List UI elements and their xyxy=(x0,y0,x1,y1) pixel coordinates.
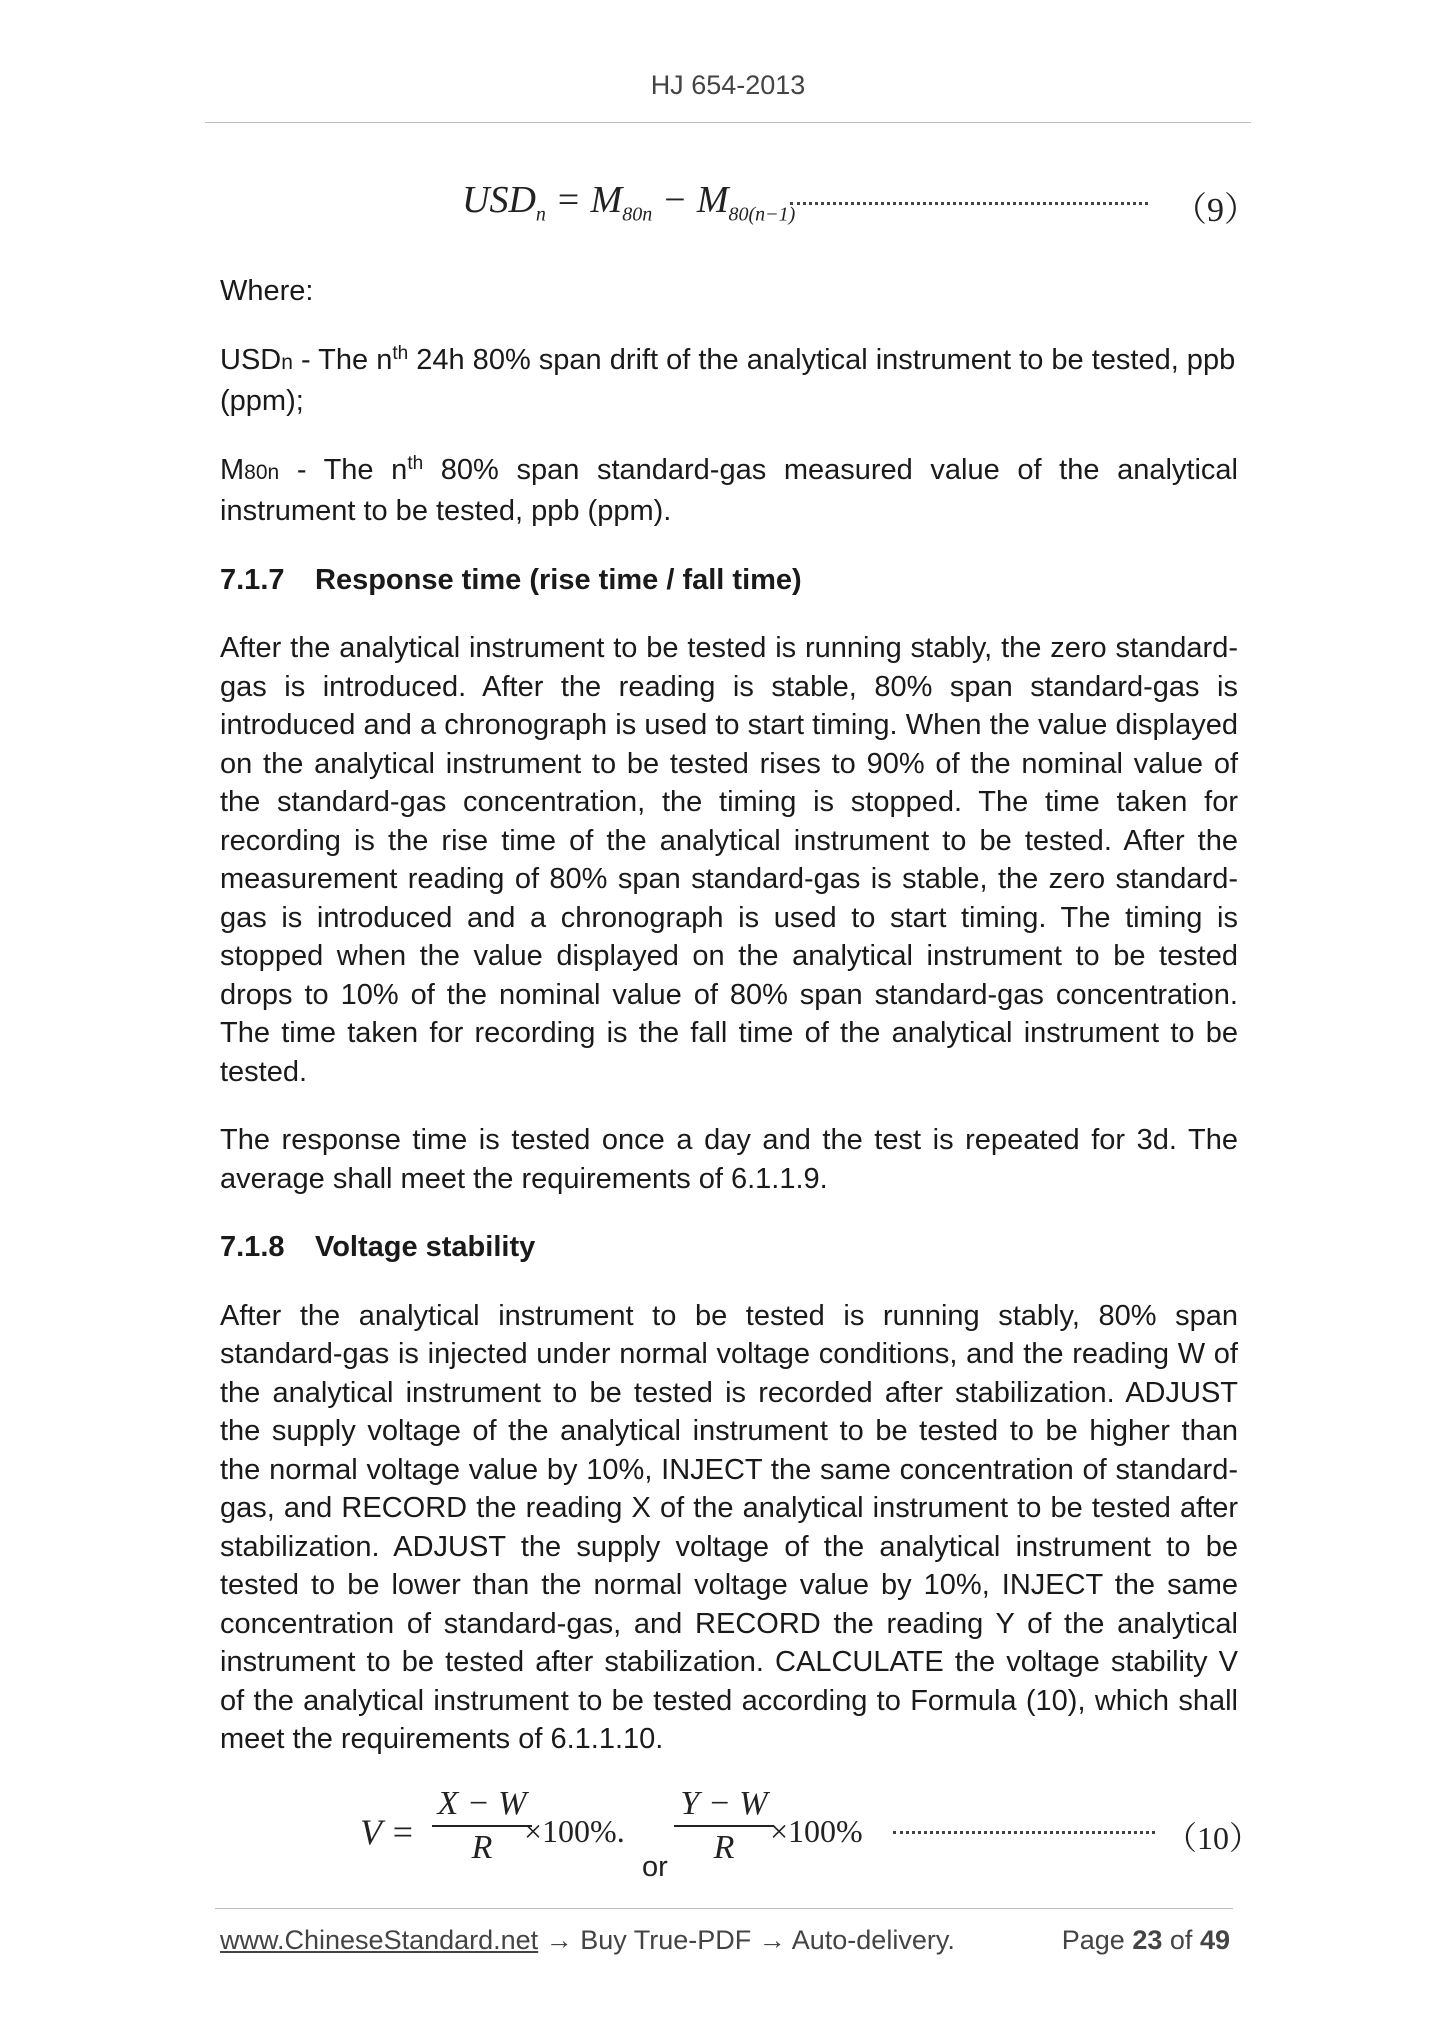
section-heading-7-1-7: 7.1.7 Response time (rise time / fall time) xyxy=(220,563,802,596)
section-7-1-7-paragraph-2: The response time is tested once a day and the test is repeated for 3d. The average shall meet the requirements of 6.1.1.9. xyxy=(220,1124,1238,1195)
footer-promo-2: → Auto-delivery. xyxy=(758,1925,955,1955)
website-link[interactable]: www.ChineseStandard.net xyxy=(220,1925,539,1955)
definition-usd: USDn - The $n^{th}$ 24h 80% span drift of the analytical instrument to be tested, ppb (ppm); xyxy=(220,342,1236,417)
formula-9 xyxy=(462,178,1258,238)
formula-10-times-1: ×100%. xyxy=(524,1813,625,1849)
section-7-1-7-paragraph-1: After the analytical instrument to be tested is running stably, the zero standard-gas is introduced. After the reading is stable, 80% span standard-gas is introduced and a chronograph is used to start timing. When the value displayed on the analytical instrument to be tested rises to 90% of the nominal value of the standard-gas concentration, the timing is stopped. The time taken for recording is the rise time of the analytical instrument to be tested. After the measurement reading of 80% span standard-gas is stable, the zero standard-gas is introduced and a chronograph is used to start timing. The timing is stopped when the value displayed on the analytical instrument to be tested drops to 10% of the nominal value of 80% span standard-gas concentration. The time taken for recording is the fall time of the analytical instrument to be tested. xyxy=(220,632,1238,1088)
formula-10-lhs: V = xyxy=(360,1812,415,1852)
formula-10-leader-dots xyxy=(893,1819,1155,1834)
body-content xyxy=(220,272,1238,1789)
section-7-1-8-paragraph-1: After the analytical instrument to be tested is running stably, 80% span standard-gas is injected under normal voltage conditions, and the reading W of the analytical instrument to be tested is recorded after stabilization. ADJUST the supply voltage of the analytical instrument to be tested to be higher than the normal voltage value by 10%, INJECT the same concentration of standard-gas, and RECORD the reading X of the analytical instrument to be tested after stabilization. ADJUST the supply voltage of the analytical instrument to be tested to be lower than the normal voltage value by 10%, INJECT the same concentration of standard-gas, and RECORD the reading Y of the analytical instrument to be tested after stabilization. CALCULATE the voltage stability V of the analytical instrument to be tested according to Formula (10), which shall meet the requirements of 6.1.1.10. xyxy=(220,1299,1238,1755)
page-indicator: Page 23 of 49 xyxy=(1061,1925,1230,1955)
where-label: Where: xyxy=(220,275,314,307)
formula-10-fraction-1: X − W R xyxy=(432,1785,532,1867)
formula-10 xyxy=(360,1785,1262,1885)
formula-9-number: （9） xyxy=(1173,192,1258,229)
footer-divider xyxy=(215,1908,1233,1909)
formula-9-expression: $USD_n = M_{80n} - M_{80(n-1)}$ xyxy=(462,179,796,226)
formula-9-leader-dots xyxy=(790,190,1148,205)
formula-10-or: or xyxy=(642,1851,668,1883)
footer-promo-1: → Buy True-PDF xyxy=(538,1925,759,1955)
formula-10-times-2: ×100% xyxy=(770,1813,863,1849)
section-heading-7-1-8: 7.1.8 Voltage stability xyxy=(220,1231,536,1263)
definition-m80: M80n - The $n^{th}$ 80% span standard-gas measured value of the analytical instrument to be tested, ppb (ppm). xyxy=(220,452,1238,527)
header-divider xyxy=(205,122,1251,123)
formula-10-number: （10） xyxy=(1165,1820,1262,1856)
formula-10-fraction-2: Y − W R xyxy=(674,1785,774,1867)
page-footer xyxy=(220,1925,1230,1956)
running-header: HJ 654-2013 xyxy=(650,70,806,100)
